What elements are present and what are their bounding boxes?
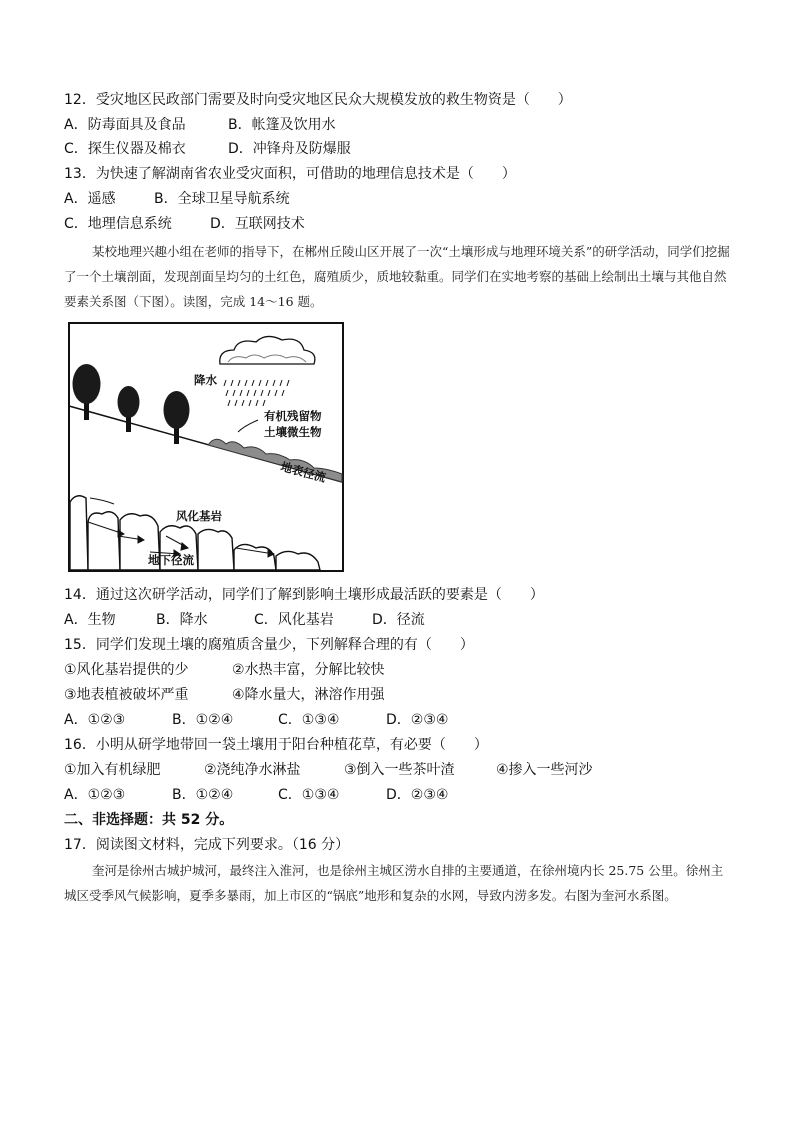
q15-option-d: D．②③④: [386, 712, 449, 728]
q14-option-d: D．径流: [372, 612, 425, 628]
soil-relation-figure: [68, 322, 344, 572]
q13-option-b: B．全球卫星导航系统: [154, 191, 290, 207]
q16-option-c: C．①③④: [278, 787, 340, 803]
q13-option-a: A．遥感: [64, 191, 116, 207]
q17-passage: [64, 858, 734, 908]
q12-stem: 12．受灾地区民政部门需要及时向受灾地区民众大规模发放的救生物资是（ ）: [64, 92, 572, 108]
q14-option-c: C．风化基岩: [254, 612, 334, 628]
q13-stem: 13．为快速了解湖南省农业受灾面积，可借助的地理信息技术是（ ）: [64, 166, 516, 182]
q17-passage-text: 奎河是徐州古城护城河，最终注入淮河，也是徐州主城区涝水自排的主要通道，在徐州境内长 25.75 公里。徐州主城区受季风气候影响，夏季多暴雨，加上市区的“锅底”地形和复杂的水网，导致内涝多发。右图为奎河水系图。: [64, 863, 724, 903]
q15-option-c: C．①③④: [278, 712, 340, 728]
q16-stem: 16．小明从研学地带回一袋土壤用于阳台种植花草，有必要（ ）: [64, 737, 488, 753]
q13-option-c: C．地理信息系统: [64, 216, 172, 232]
label-groundwater-runoff: 地下径流: [148, 553, 194, 567]
passage-14-16-text: 某校地理兴趣小组在老师的指导下，在郴州丘陵山区开展了一次“土壤形成与地理环境关系”的研学活动，同学们挖掘了一个土壤剖面，发现剖面呈均匀的土红色，腐殖质少，质地较黏重。同学们在实地考察的基础上绘制出土壤与其他自然要素关系图（下图）。读图，完成 14～16 题。: [64, 244, 730, 309]
passage-14-16: [64, 239, 734, 314]
q14-option-b: B．降水: [156, 612, 208, 628]
q12-option-b: B．帐篷及饮用水: [228, 117, 336, 133]
q14-stem: 14．通过这次研学活动，同学们了解到影响土壤形成最活跃的要素是（ ）: [64, 587, 544, 603]
q13-option-d: D．互联网技术: [210, 216, 305, 232]
q15-statement-1: ①风化基岩提供的少: [64, 662, 189, 678]
label-organic-residue: 有机残留物: [264, 409, 322, 423]
q16-statement-3: ③倒入一些茶叶渣: [344, 762, 455, 778]
q15-option-a: A．①②③: [64, 712, 126, 728]
q15-statement-2: ②水热丰富，分解比较快: [232, 662, 385, 678]
q16-option-b: B．①②④: [172, 787, 234, 803]
label-soil-microbes: 土壤微生物: [264, 425, 322, 439]
q16-option-a: A．①②③: [64, 787, 126, 803]
q16-option-d: D．②③④: [386, 787, 449, 803]
q15-statement-4: ④降水量大，淋溶作用强: [232, 687, 385, 703]
q16-statement-1: ①加入有机绿肥: [64, 762, 161, 778]
q17-stem: 17．阅读图文材料，完成下列要求。（16 分）: [64, 837, 350, 853]
label-precipitation: 降水: [194, 373, 217, 387]
q12-option-c: C．探生仪器及棉衣: [64, 141, 186, 157]
label-weathered-bedrock: 风化基岩: [176, 509, 222, 523]
q16-statement-2: ②浇纯净水淋盐: [204, 762, 301, 778]
q12-option-a: A．防毒面具及食品: [64, 117, 186, 133]
q15-stem: 15．同学们发现土壤的腐殖质含量少，下列解释合理的有（ ）: [64, 637, 474, 653]
q14-option-a: A．生物: [64, 612, 116, 628]
q16-statement-4: ④掺入一些河沙: [496, 762, 593, 778]
q12-option-d: D．冲锋舟及防爆服: [228, 141, 351, 157]
q15-statement-3: ③地表植被破坏严重: [64, 687, 189, 703]
label-surface-runoff: 地表径流: [279, 459, 328, 485]
section-heading-nonchoice: 二、非选择题：共 52 分。: [64, 812, 234, 828]
q15-option-b: B．①②④: [172, 712, 234, 728]
